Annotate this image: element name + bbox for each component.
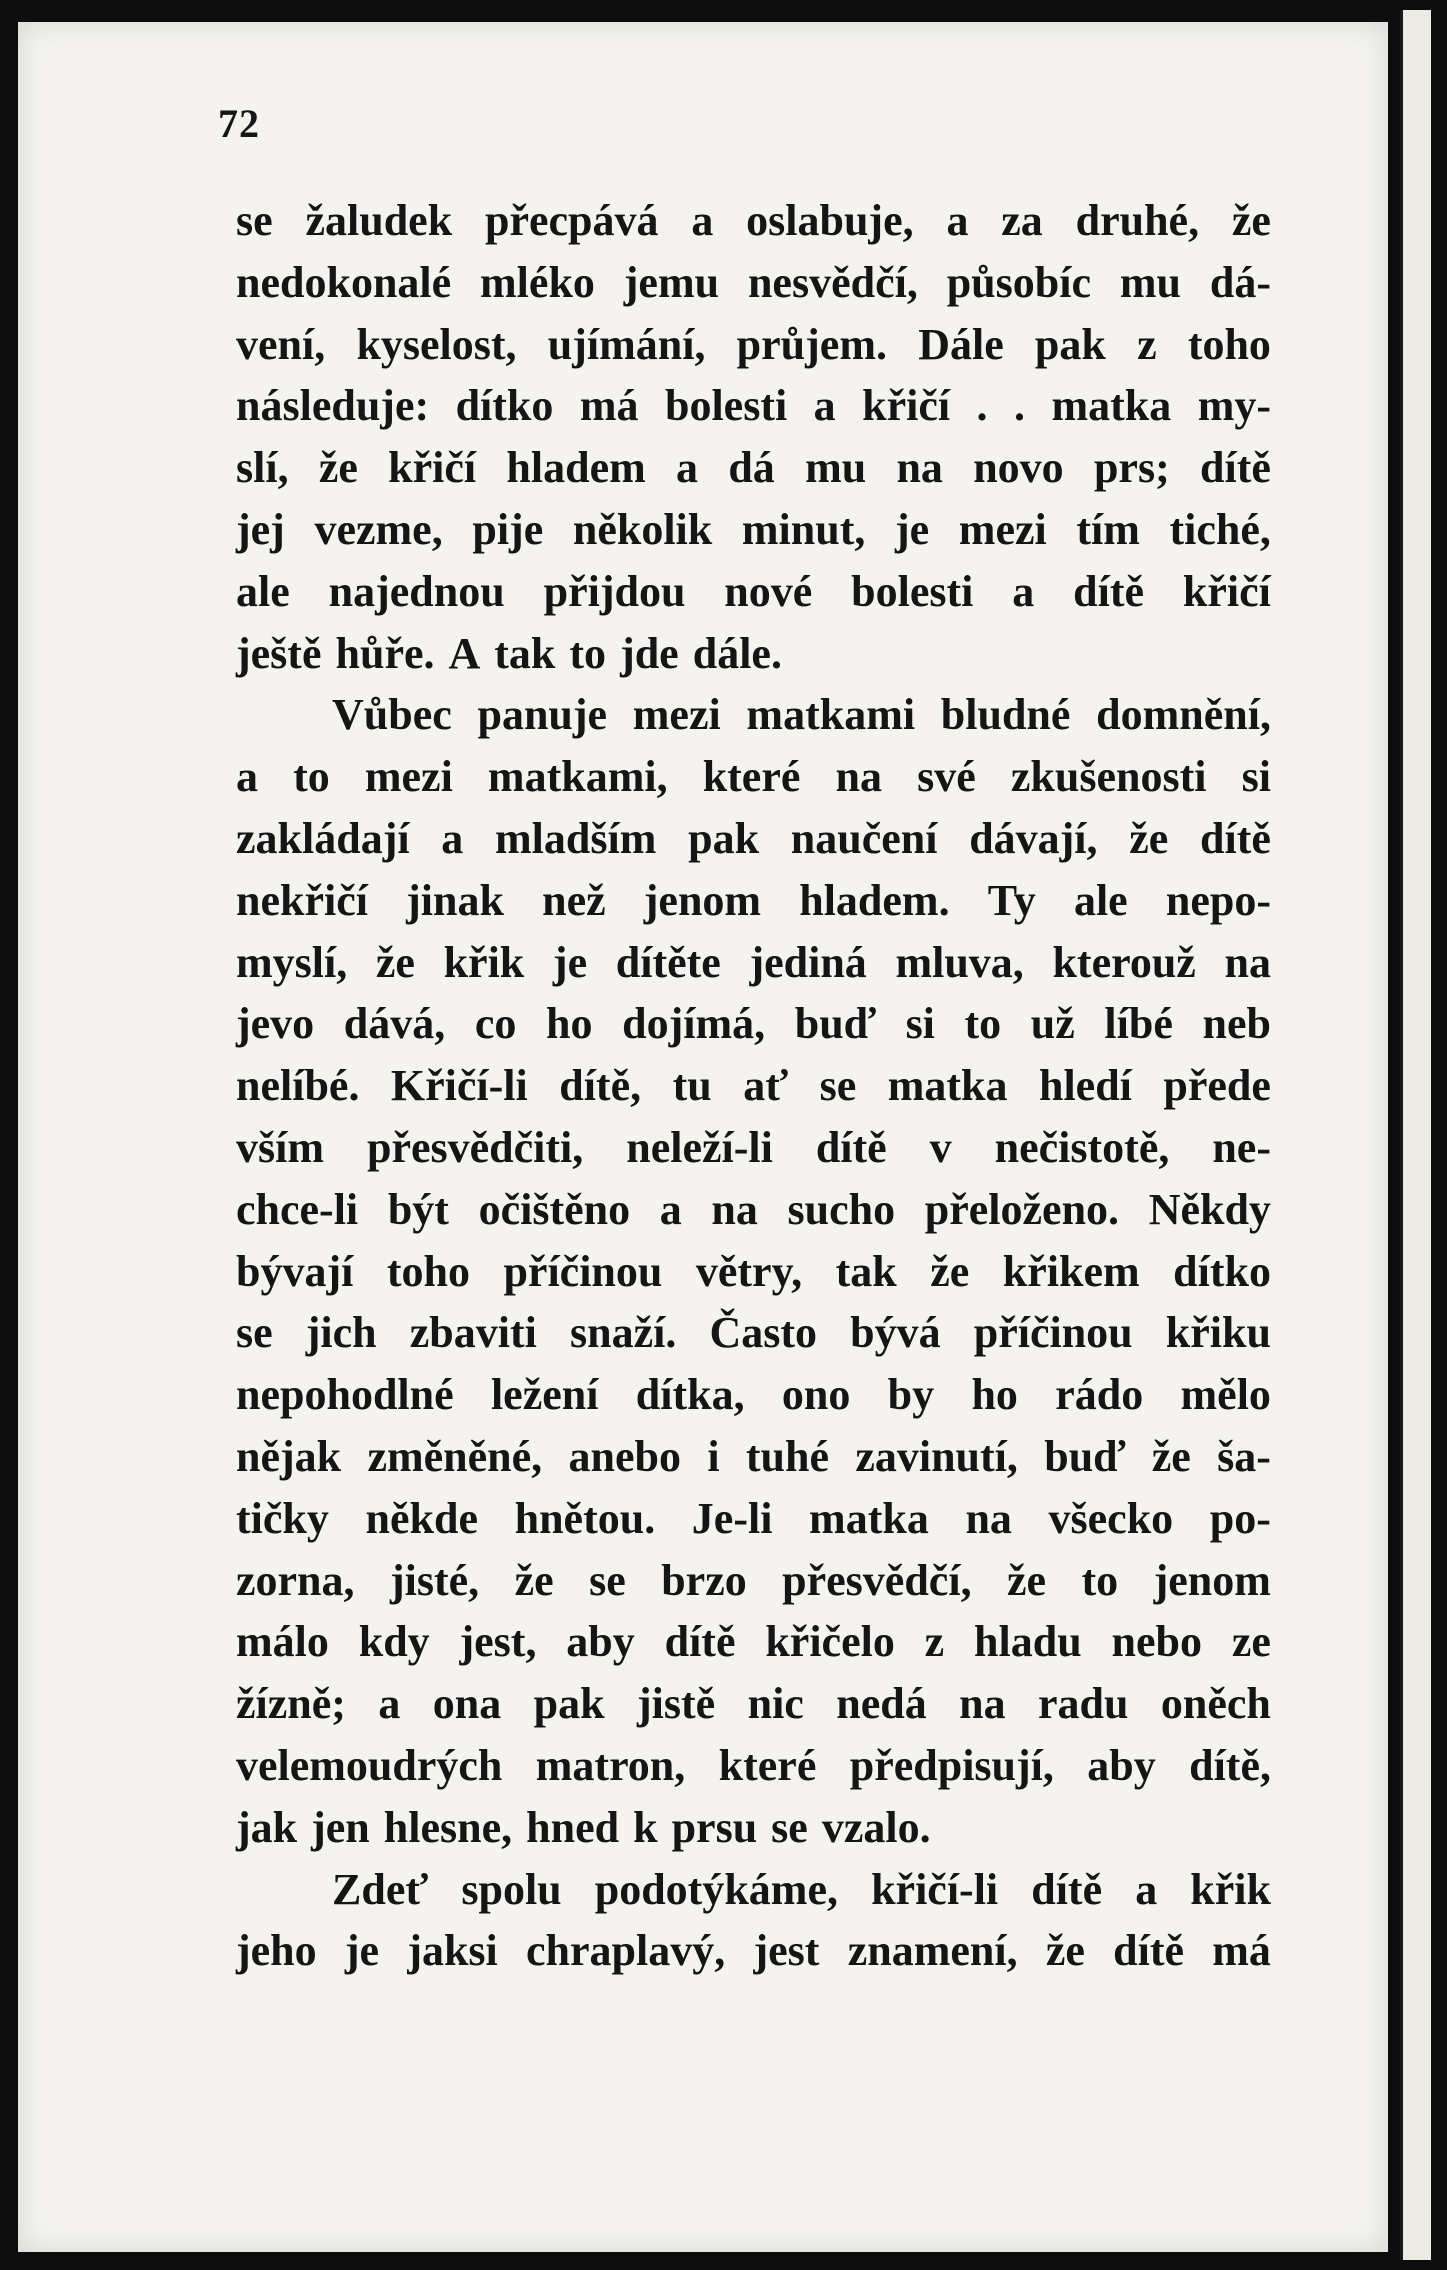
page-number: 72 (218, 101, 260, 146)
text-line: následuje: dítko má bolesti a křičí . . matka my- (236, 381, 1271, 431)
text-line: nelíbé. Křičí-li dítě, tu ať se matka hledí přede (236, 1061, 1271, 1111)
body-text (236, 190, 1271, 1982)
text-line: bývají toho příčinou větry, tak že křikem dítko (236, 1246, 1271, 1296)
text-line: jeho je jaksi chraplavý, jest znamení, že dítě má (236, 1926, 1271, 1976)
text-line: ještě hůře. A tak to jde dále. (236, 628, 782, 678)
text-line: nějak změněné, anebo i tuhé zavinutí, buď že ša- (236, 1431, 1271, 1481)
text-line: Zdeť spolu podotýkáme, křičí-li dítě a křik (332, 1864, 1271, 1914)
text-line: vším přesvědčiti, neleží-li dítě v nečistotě, ne- (236, 1122, 1271, 1172)
text-line: žízně; a ona pak jistě nic nedá na radu oněch (236, 1679, 1271, 1729)
text-line: nepohodlné ležení dítka, ono by ho rádo mělo (236, 1370, 1271, 1420)
text-line: málo kdy jest, aby dítě křičelo z hladu nebo ze (236, 1617, 1271, 1667)
text-line: a to mezi matkami, které na své zkušenosti si (236, 752, 1271, 802)
text-line: jak jen hlesne, hned k prsu se vzalo. (236, 1802, 931, 1852)
text-line: jevo dává, co ho dojímá, buď si to už líbé neb (236, 999, 1271, 1049)
text-line: slí, že křičí hladem a dá mu na novo prs; dítě (236, 443, 1271, 493)
text-line: nekřičí jinak než jenom hladem. Ty ale nepo- (236, 875, 1271, 925)
text-line: velemoudrých matron, které předpisují, aby dítě, (236, 1740, 1271, 1790)
text-line: se jich zbaviti snaží. Často bývá příčinou křiku (236, 1308, 1271, 1358)
text-line: vení, kyselost, ujímání, průjem. Dále pak z toho (236, 319, 1271, 369)
text-line: Vůbec panuje mezi matkami bludné domnění, (332, 690, 1271, 740)
text-line: zakládají a mladším pak naučení dávají, že dítě (236, 813, 1271, 863)
text-line: myslí, že křik je dítěte jediná mluva, kterouž na (236, 937, 1271, 987)
text-line: chce-li být očištěno a na sucho přeloženo. Někdy (236, 1184, 1271, 1234)
text-line: tičky někde hnětou. Je-li matka na všecko po- (236, 1493, 1271, 1543)
text-line: zorna, jisté, že se brzo přesvědčí, že to jenom (236, 1555, 1271, 1605)
text-line: ale najednou přijdou nové bolesti a dítě křičí (236, 566, 1271, 616)
page-edge (1400, 10, 1431, 2260)
text-line: nedokonalé mléko jemu nesvědčí, působíc mu dá- (236, 257, 1271, 307)
text-line: se žaludek přecpává a oslabuje, a za druhé, že (236, 196, 1271, 245)
text-line: jej vezme, pije několik minut, je mezi tím tiché, (236, 504, 1271, 554)
